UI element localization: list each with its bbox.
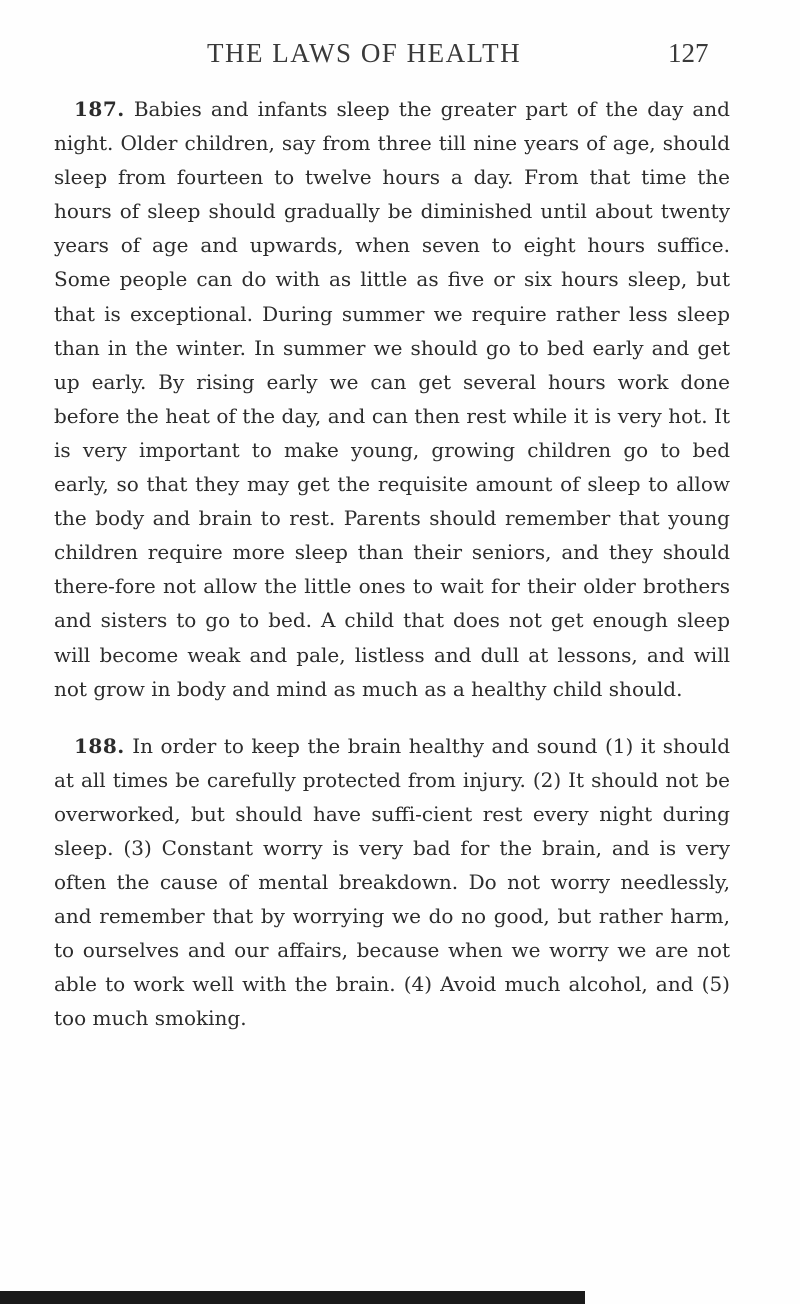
page-number: 127 (668, 38, 709, 68)
paragraph-number: 188. (74, 733, 125, 758)
page-edge-shadow (0, 1291, 585, 1304)
paragraph-number: 187. (74, 97, 125, 121)
body-text (54, 92, 730, 1036)
running-title: THE LAWS OF HEALTH (207, 38, 522, 68)
paragraph-187 (54, 92, 730, 706)
paragraph-188 (54, 729, 730, 1036)
paragraph-text: Babies and infants sleep the greater part of the day and night. Older children, say from three till nine years of age, should sleep from fourteen to twelve hours a day. From that time the hours of sleep should gradually be diminished until about twenty years of age and upwards, when seven to eight hours suffice. Some people can do with as little as five or six hours sleep, but that is exceptional. During summer we require rather less sleep than in the winter. In summer we should go to bed early and get up early. By rising early we can get several hours work done before the heat of the day, and can then rest while it is very hot. It is very important to make young, growing children go to bed early, so that they may get the requisite amount of sleep to allow the body and brain to rest. Parents should remember that young children require more sleep than their seniors, and they should there-fore not allow the little ones to wait for their older brothers and sisters to go to bed. A child that does not get enough sleep will become weak and pale, listless and dull at lessons, and will not grow in body and mind as much as a healthy child should. (54, 97, 730, 701)
paragraph-text: In order to keep the brain healthy and sound (1) it should at all times be carefully protected from injury. (2) It should not be overworked, but should have suffi-cient rest every night during sleep. (3) Constant worry is very bad for the brain, and is very often the cause of mental breakdown. Do not worry needlessly, and remember that by worrying we do no good, but rather harm, to ourselves and our affairs, because when we worry we are not able to work well with the brain. (4) Avoid much alcohol, and (5) too much smoking. (54, 733, 731, 1031)
running-header (0, 38, 800, 72)
